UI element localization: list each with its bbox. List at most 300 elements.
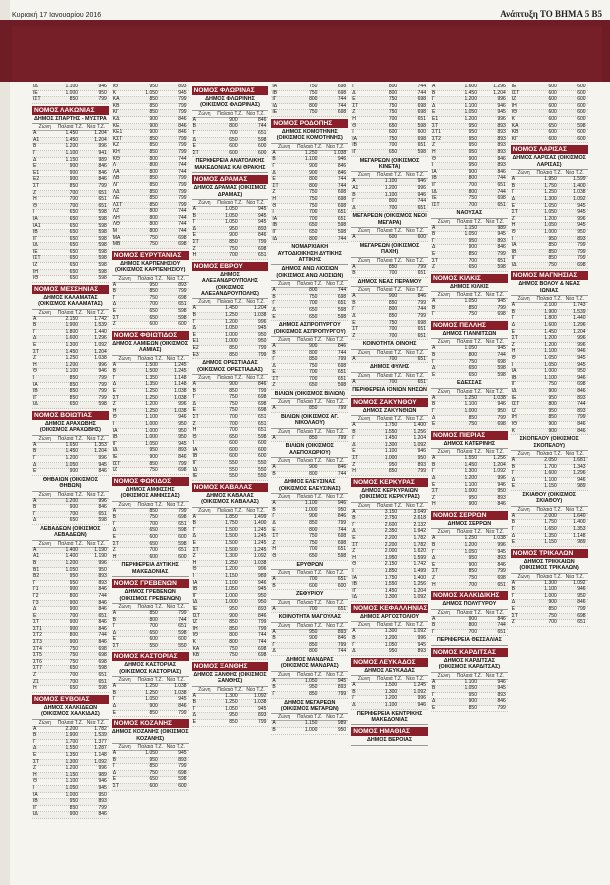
prefecture-title: ΝΟΜΟΣ ΦΘΙΩΤΙΔΟΣ bbox=[112, 331, 189, 340]
table-header-cell: Ζώνη bbox=[437, 218, 450, 225]
old-value-cell: 700 bbox=[388, 115, 398, 122]
old-value-cell: 650 bbox=[309, 553, 318, 560]
new-value-cell: 846 bbox=[178, 703, 187, 710]
old-value-cell: 750 bbox=[149, 769, 158, 776]
old-value-cell: 650 bbox=[69, 222, 79, 229]
old-value-cell: 650 bbox=[69, 235, 79, 242]
new-value-cell: 799 bbox=[98, 375, 107, 381]
zone-cell: ΙΖ bbox=[33, 262, 38, 269]
new-value-cell: 651 bbox=[417, 332, 426, 339]
zone-cell: ΣΤ6 bbox=[33, 658, 42, 665]
old-value-cell: 1.050 bbox=[464, 298, 477, 305]
old-value-cell: 1.350 bbox=[145, 374, 158, 381]
old-value-cell: 650 bbox=[149, 308, 158, 315]
municipality-title: ΔΗΜΟΣ ΚΟΖΑΝΗΣ (ΟΙΚΙΣΜΟΣ ΚΟΖΑΝΗΣ) bbox=[112, 728, 189, 744]
table-header-cell: Νέα Τ.Ζ. bbox=[86, 540, 106, 547]
table-row bbox=[271, 237, 348, 244]
zone-cell: Δ bbox=[192, 136, 196, 143]
old-value-cell: 1.100 bbox=[145, 414, 158, 421]
zone-cell: ΙΗ bbox=[33, 268, 38, 275]
zone-cell: ΚΒ bbox=[112, 102, 120, 109]
old-value-cell: 850 bbox=[388, 263, 398, 270]
zone-cell: Α bbox=[192, 513, 196, 520]
zone-cell: ΣΤ bbox=[33, 619, 40, 626]
zone-cell: ΙΗ bbox=[511, 414, 517, 421]
new-value-cell: 893 bbox=[497, 122, 506, 129]
old-value-cell: 1.550 bbox=[384, 581, 398, 588]
old-value-cell: 850 bbox=[69, 804, 79, 811]
new-value-cell: 799 bbox=[258, 625, 267, 632]
table-header-cell: Παλαιά Τ.Ζ. bbox=[376, 228, 403, 235]
new-value-cell: 893 bbox=[497, 135, 506, 142]
old-value-cell: 1.150 bbox=[225, 573, 238, 579]
table-header-cell: Παλαιά Τ.Ζ. bbox=[57, 540, 84, 547]
table-row bbox=[271, 692, 348, 699]
old-value-cell: 800 bbox=[309, 235, 318, 242]
new-value-cell: 698 bbox=[337, 293, 347, 300]
zone-cell: Β bbox=[431, 401, 436, 408]
municipality-title: ΔΗΜΟΣ ΜΕΓΑΡΕΩΝ (ΟΙΚΙΣΜΟΣ ΜΕΓΑΡΩΝ) bbox=[271, 699, 348, 715]
table-header-cell: Παλαιά Τ.Ζ. bbox=[536, 573, 562, 580]
table-header-cell: Ζώνη bbox=[38, 719, 51, 726]
old-value-cell: 1.200 bbox=[544, 215, 557, 222]
old-value-cell: 900 bbox=[548, 599, 557, 606]
old-value-cell: 1.250 bbox=[145, 388, 158, 394]
new-value-cell: 799 bbox=[577, 242, 586, 249]
new-value-cell: 1.245 bbox=[253, 533, 267, 540]
old-value-cell: 800 bbox=[309, 287, 318, 294]
old-value-cell: 1.200 bbox=[544, 335, 557, 342]
table-header-cell: Νέα Τ.Ζ. bbox=[246, 299, 265, 306]
municipality-title: ΒΙΛΙΩΝ (ΟΙΚΙΣΜΟΣ ΑΓ. ΝΙΚΟΛΑΟΥ) bbox=[271, 413, 348, 429]
new-value-cell: 598 bbox=[178, 308, 187, 315]
zone-cell: ΙΖ bbox=[192, 619, 198, 626]
old-value-cell: 850 bbox=[388, 312, 398, 319]
new-value-cell: 996 bbox=[577, 215, 586, 222]
table-header-cell: Παλαιά Τ.Ζ. bbox=[456, 388, 483, 395]
zone-cell: Ε bbox=[272, 526, 276, 533]
old-value-cell: 650 bbox=[149, 527, 158, 534]
old-value-cell: 750 bbox=[388, 109, 398, 116]
new-value-cell: 744 bbox=[497, 175, 506, 182]
new-value-cell: 651 bbox=[98, 202, 107, 209]
zone-cell: Ε bbox=[431, 109, 436, 116]
zone-cell: Β bbox=[272, 293, 276, 300]
municipality-title: ΛΕΒΑΔΕΩΝ (ΟΙΚΙΣΜΟΣ ΛΕΒΑΔΕΩΝ) bbox=[32, 525, 109, 541]
zone-cell: Δ bbox=[511, 322, 516, 329]
new-value-cell: 598 bbox=[337, 313, 347, 320]
new-value-cell: 846 bbox=[497, 615, 506, 622]
new-value-cell: 799 bbox=[178, 195, 187, 202]
zone-cell: Δ bbox=[431, 555, 436, 562]
new-value-cell: 600 bbox=[258, 149, 267, 156]
zone-cell: Δ bbox=[112, 703, 117, 710]
new-value-cell: 1.343 bbox=[573, 463, 586, 470]
new-value-cell: 651 bbox=[497, 581, 506, 588]
new-value-cell: 598 bbox=[98, 222, 107, 229]
old-value-cell: 700 bbox=[388, 378, 398, 385]
old-value-cell: 850 bbox=[548, 255, 557, 262]
old-value-cell: 1.200 bbox=[464, 541, 477, 548]
table-header-cell: Ζώνη bbox=[198, 374, 211, 381]
new-value-cell: 744 bbox=[178, 168, 187, 175]
new-value-cell: 651 bbox=[98, 612, 107, 619]
new-value-cell: 945 bbox=[258, 212, 267, 219]
new-value-cell: 846 bbox=[337, 342, 347, 349]
table-header-cell: Ζώνη bbox=[357, 502, 371, 509]
municipality-title: ΔΗΜΟΣ ΕΛΕΥΣΙΝΑΣ (ΟΙΚΙΣΜΟΣ ΕΛΕΥΣΙΝΑΣ) bbox=[271, 478, 348, 494]
new-value-cell: 799 bbox=[337, 641, 347, 648]
new-value-cell: 893 bbox=[497, 691, 506, 698]
new-value-cell: 799 bbox=[417, 263, 426, 270]
old-value-cell: 1.450 bbox=[65, 448, 79, 455]
zone-cell: Δ bbox=[352, 648, 356, 655]
old-value-cell: 950 bbox=[229, 605, 238, 612]
new-value-cell: 946 bbox=[577, 348, 586, 355]
old-value-cell: 850 bbox=[69, 381, 79, 388]
municipality-title: ΔΗΜΟΣ ΚΕΡΚΥΡΑΙΩΝ (ΟΙΚΙΣΜΟΣ ΚΕΡΚΥΡΑΣ) bbox=[351, 487, 428, 503]
old-value-cell: 750 bbox=[388, 102, 398, 109]
old-value-cell: 1.250 bbox=[225, 559, 238, 566]
new-value-cell: 698 bbox=[337, 539, 347, 546]
municipality-title: ΔΗΜΟΣ ΑΜΦΙΣΣΗΣ (ΟΙΚΙΣΜΟΣ ΑΜΦΙΣΣΑΣ) bbox=[112, 486, 189, 502]
table-header-cell: Νέα Τ.Ζ. bbox=[485, 339, 505, 346]
zone-cell: Ζ bbox=[431, 494, 436, 501]
zone-cell: Α bbox=[431, 345, 436, 352]
table-header-cell: Παλαιά Τ.Ζ. bbox=[456, 609, 483, 616]
old-value-cell: 1.250 bbox=[145, 689, 158, 696]
zone-cell: Γ bbox=[511, 470, 515, 477]
new-value-cell: 1.599 bbox=[573, 176, 586, 183]
table-header-cell: Νέα Τ.Ζ. bbox=[405, 372, 425, 379]
old-value-cell: 1.250 bbox=[145, 407, 158, 414]
new-value-cell: 698 bbox=[258, 245, 267, 252]
zone-cell: Β bbox=[352, 191, 356, 198]
old-value-cell: 700 bbox=[149, 301, 158, 308]
zone-cell: Ζ bbox=[33, 672, 37, 679]
table-header-cell: Νέα Τ.Ζ. bbox=[326, 336, 345, 343]
new-value-cell: 846 bbox=[98, 606, 107, 613]
zone-cell: Α bbox=[511, 579, 516, 586]
old-value-cell: 1.200 bbox=[65, 559, 79, 566]
old-value-cell: 750 bbox=[149, 234, 158, 241]
new-value-cell: 946 bbox=[497, 102, 506, 109]
old-value-cell: 700 bbox=[149, 623, 158, 630]
zone-cell: Α bbox=[272, 628, 276, 635]
zone-cell: ΣΤ2 bbox=[431, 135, 441, 142]
municipality-title: ΕΔΕΣΣΑΣ bbox=[431, 379, 508, 388]
new-value-cell: 799 bbox=[178, 109, 187, 116]
zone-cell: Β bbox=[352, 515, 356, 522]
table-row bbox=[511, 540, 588, 547]
new-value-cell: 846 bbox=[98, 639, 107, 646]
old-value-cell: 950 bbox=[468, 237, 477, 244]
new-value-cell: 893 bbox=[417, 648, 426, 655]
zone-section bbox=[431, 589, 508, 636]
table-row bbox=[351, 703, 428, 710]
zone-cell: Δ bbox=[511, 599, 516, 606]
zone-section bbox=[192, 660, 269, 727]
new-value-cell: 945 bbox=[258, 586, 267, 593]
new-value-cell: 799 bbox=[258, 619, 267, 626]
table-header-cell: Ζώνη bbox=[38, 491, 51, 498]
zone-cell: Θ bbox=[192, 566, 197, 573]
new-value-cell: 698 bbox=[337, 189, 347, 196]
new-value-cell: 600 bbox=[577, 102, 586, 109]
new-value-cell: 1.245 bbox=[174, 368, 187, 375]
table-header-cell: Νέα Τ.Ζ. bbox=[86, 491, 106, 498]
new-value-cell: 1.620 bbox=[413, 548, 426, 555]
new-value-cell: 846 bbox=[337, 169, 347, 176]
new-value-cell: 946 bbox=[417, 191, 426, 198]
old-value-cell: 950 bbox=[548, 407, 557, 414]
new-value-cell: 1.038 bbox=[253, 311, 267, 318]
new-value-cell: 1.256 bbox=[413, 428, 426, 435]
zone-cell: Ε bbox=[511, 328, 516, 335]
zone-cell: ΙΕ bbox=[33, 89, 38, 96]
old-value-cell: 650 bbox=[309, 382, 318, 389]
new-value-cell: 1.092 bbox=[253, 553, 267, 560]
zone-cell: Ζ bbox=[112, 321, 116, 328]
new-value-cell: 893 bbox=[497, 494, 506, 501]
page-edge bbox=[0, 0, 10, 885]
table-header-cell: Νέα Τ.Ζ. bbox=[166, 744, 185, 751]
zone-cell: Δ bbox=[511, 195, 516, 202]
new-value-cell: 651 bbox=[337, 209, 347, 216]
new-value-cell: 945 bbox=[258, 219, 267, 226]
new-value-cell: 799 bbox=[258, 351, 267, 358]
table-header-cell: Νέα Τ.Ζ. bbox=[246, 374, 265, 381]
table-header-cell: Παλαιά Τ.Ζ. bbox=[456, 339, 483, 346]
zone-cell: ΙΒ bbox=[352, 581, 357, 588]
zone-section bbox=[351, 396, 428, 476]
table-row bbox=[112, 644, 189, 651]
table-header-cell: Παλαιά Τ.Ζ. bbox=[137, 501, 163, 508]
prefecture-title: ΝΟΜΟΣ ΚΑΡΔΙΤΣΑΣ bbox=[431, 648, 508, 657]
zone-cell: ΙΑ bbox=[272, 84, 278, 89]
old-value-cell: 1.300 bbox=[384, 688, 398, 695]
zone-cell: Β bbox=[511, 182, 516, 189]
table-header-cell: Ζώνη bbox=[437, 672, 450, 679]
old-value-cell: 900 bbox=[309, 635, 318, 642]
new-value-cell: 950 bbox=[178, 420, 187, 427]
table-header-cell: Ζώνη bbox=[38, 540, 51, 547]
new-value-cell: 698 bbox=[337, 89, 347, 96]
municipality-title: ΔΗΜΟΣ ΒΕΡΟΙΑΣ bbox=[351, 736, 428, 745]
old-value-cell: 800 bbox=[468, 622, 477, 629]
zone-cell: Ε bbox=[511, 202, 516, 209]
zone-cell: Α bbox=[192, 116, 196, 123]
old-value-cell: 650 bbox=[69, 685, 79, 692]
old-value-cell: 600 bbox=[548, 84, 557, 89]
zone-cell: ΙΓ bbox=[431, 181, 437, 188]
table-header-cell: Ζώνη bbox=[118, 501, 131, 508]
zone-section bbox=[351, 725, 428, 745]
table-header-cell: Παλαιά Τ.Ζ. bbox=[297, 494, 323, 501]
old-value-cell: 1.000 bbox=[544, 368, 557, 375]
table-row bbox=[431, 373, 508, 380]
new-value-cell: 698 bbox=[258, 400, 267, 407]
old-value-cell: 750 bbox=[229, 645, 238, 652]
zone-cell: Κ bbox=[511, 427, 516, 434]
old-value-cell: 650 bbox=[149, 776, 158, 783]
new-value-cell: 799 bbox=[258, 344, 267, 351]
zone-cell: Ε bbox=[431, 421, 436, 428]
new-value-cell: 598 bbox=[98, 262, 107, 269]
zone-cell: Α bbox=[272, 720, 276, 727]
table-row bbox=[192, 653, 269, 660]
new-value-cell: 996 bbox=[98, 143, 107, 150]
new-value-cell: 698 bbox=[178, 769, 187, 776]
zone-cell: Ζ bbox=[192, 245, 196, 252]
new-value-cell: 945 bbox=[577, 361, 586, 368]
new-value-cell: 600 bbox=[258, 143, 267, 150]
new-value-cell: 600 bbox=[577, 96, 586, 103]
zone-cell: ΙΒ bbox=[192, 453, 198, 460]
zone-cell: Γ bbox=[352, 84, 355, 89]
zone-cell: Β bbox=[112, 616, 117, 623]
old-value-cell: 1.100 bbox=[544, 476, 557, 483]
prefecture-title: ΝΟΜΟΣ ΖΑΚΥΝΘΟΥ bbox=[351, 398, 428, 407]
new-value-cell: 945 bbox=[178, 89, 187, 96]
new-value-cell: 950 bbox=[497, 488, 506, 495]
old-value-cell: 700 bbox=[229, 420, 238, 427]
zone-cell: Β bbox=[431, 685, 436, 692]
table-header-cell: Ζώνη bbox=[278, 570, 291, 577]
old-value-cell: 850 bbox=[69, 388, 79, 395]
zone-cell: Δ bbox=[352, 528, 356, 535]
old-value-cell: 750 bbox=[309, 533, 318, 540]
new-value-cell: 799 bbox=[178, 175, 187, 182]
old-value-cell: 600 bbox=[548, 109, 557, 116]
zone-section bbox=[511, 547, 588, 627]
table-row bbox=[112, 242, 189, 249]
new-value-cell: 698 bbox=[337, 109, 347, 116]
table-header-cell: Παλαιά Τ.Ζ. bbox=[376, 287, 403, 294]
new-value-cell: 651 bbox=[98, 678, 107, 685]
prefecture-title: ΝΟΜΟΣ ΕΥΒΟΙΑΣ bbox=[32, 695, 109, 704]
table-header-cell: Παλαιά Τ.Ζ. bbox=[536, 450, 562, 457]
table-header-cell: Ζώνη bbox=[278, 714, 291, 721]
zone-cell: Γ bbox=[352, 435, 355, 442]
old-value-cell: 1.500 bbox=[384, 682, 398, 689]
new-value-cell: 698 bbox=[98, 658, 107, 665]
new-value-cell: 598 bbox=[98, 229, 107, 236]
table-row bbox=[192, 353, 269, 360]
zone-cell: Β bbox=[33, 504, 37, 511]
municipality-title: ΖΕΦΥΡΙΟΥ bbox=[271, 590, 348, 599]
new-value-cell: 651 bbox=[337, 300, 347, 307]
table-row bbox=[351, 150, 428, 157]
prefecture-title: ΝΟΜΟΣ ΠΕΛΛΗΣ bbox=[431, 321, 508, 330]
zone-section bbox=[271, 561, 348, 591]
zone-section bbox=[351, 656, 428, 710]
table-header-cell: Νέα Τ.Ζ. bbox=[246, 507, 265, 514]
old-value-cell: 1.250 bbox=[464, 535, 477, 542]
new-value-cell: 846 bbox=[98, 163, 107, 170]
zone-cell: Γ bbox=[272, 513, 276, 520]
zone-cell: Γ bbox=[431, 628, 435, 635]
zone-section bbox=[271, 84, 348, 117]
old-value-cell: 1.100 bbox=[65, 84, 79, 89]
zone-section bbox=[32, 525, 109, 693]
old-value-cell: 650 bbox=[69, 275, 79, 282]
old-value-cell: 700 bbox=[468, 181, 477, 188]
table-row bbox=[431, 630, 508, 637]
new-value-cell: 550 bbox=[258, 460, 267, 467]
old-value-cell: 550 bbox=[149, 642, 158, 649]
table-row bbox=[32, 97, 109, 104]
zone-cell: Β bbox=[352, 299, 356, 306]
new-value-cell: 1.038 bbox=[174, 689, 187, 696]
old-value-cell: 950 bbox=[149, 756, 158, 763]
new-value-cell: 1.742 bbox=[94, 315, 107, 322]
zone-cell: Γ bbox=[33, 149, 36, 156]
zone-cell: ΣΤ5 bbox=[33, 652, 42, 659]
municipality-title: ΔΗΜΟΣ ΚΑΛΑΜΑΤΑΣ (ΟΙΚΙΣΜΟΣ ΚΑΛΑΜΑΤΑΣ) bbox=[32, 294, 109, 310]
new-value-cell: 1.353 bbox=[573, 525, 586, 532]
prefecture-title: ΝΟΜΟΣ ΚΟΖΑΝΗΣ bbox=[112, 719, 189, 728]
zone-cell: Δ bbox=[431, 365, 436, 372]
new-value-cell: 2.132 bbox=[413, 521, 426, 528]
new-value-cell: 950 bbox=[258, 338, 267, 345]
new-value-cell: 698 bbox=[577, 612, 586, 619]
old-value-cell: 1.600 bbox=[65, 335, 79, 342]
zone-cell: Ε bbox=[112, 636, 117, 643]
zone-cell: Δ bbox=[511, 476, 516, 483]
old-value-cell: 850 bbox=[149, 135, 158, 142]
new-value-cell: 893 bbox=[98, 573, 107, 580]
old-value-cell: 750 bbox=[468, 358, 477, 365]
old-value-cell: 1.450 bbox=[464, 89, 477, 96]
zone-cell: Η bbox=[192, 427, 197, 434]
zone-cell: Β bbox=[272, 156, 276, 163]
old-value-cell: 850 bbox=[468, 414, 477, 421]
new-value-cell: 945 bbox=[98, 784, 107, 791]
new-value-cell: 744 bbox=[258, 123, 267, 130]
old-value-cell: 900 bbox=[548, 427, 557, 434]
zone-section bbox=[112, 717, 189, 790]
old-value-cell: 800 bbox=[309, 96, 318, 103]
new-value-cell: 893 bbox=[98, 579, 107, 586]
zone-cell: Ι bbox=[511, 235, 514, 242]
new-value-cell: 651 bbox=[417, 115, 426, 122]
zone-cell: Ε bbox=[511, 539, 516, 546]
new-value-cell: 1.245 bbox=[253, 546, 267, 553]
new-value-cell: 846 bbox=[577, 388, 586, 394]
old-value-cell: 850 bbox=[309, 641, 318, 648]
zone-cell: Α bbox=[352, 682, 356, 689]
zone-cell: Α bbox=[272, 576, 276, 583]
zone-cell: ΙΔ bbox=[431, 188, 437, 195]
new-value-cell: 598 bbox=[417, 122, 426, 129]
old-value-cell: 1.450 bbox=[464, 461, 477, 468]
old-value-cell: 650 bbox=[69, 242, 79, 249]
old-value-cell: 650 bbox=[548, 122, 557, 129]
zone-cell: ΣΤ bbox=[352, 541, 359, 548]
table-header-cell: Ζώνη bbox=[38, 435, 51, 442]
table-row bbox=[511, 429, 588, 436]
old-value-cell: 1.200 bbox=[225, 318, 238, 325]
zone-cell: Ε bbox=[352, 448, 356, 455]
new-value-cell: 744 bbox=[178, 155, 187, 162]
zone-cell: Δ bbox=[272, 362, 276, 369]
zone-section bbox=[192, 481, 269, 660]
new-value-cell: 799 bbox=[178, 201, 187, 208]
zone-cell: ΣΤ bbox=[272, 375, 279, 382]
new-value-cell: 651 bbox=[577, 619, 586, 626]
zone-cell: ΙΓ bbox=[192, 592, 197, 599]
